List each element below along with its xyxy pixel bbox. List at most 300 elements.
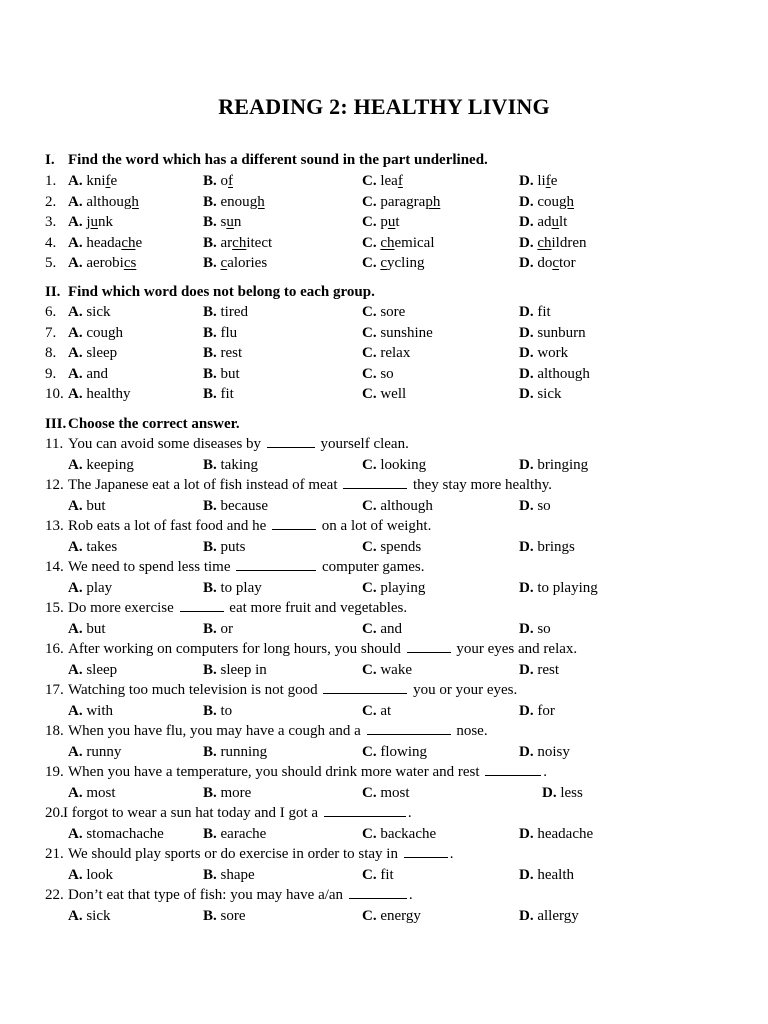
option-letter: B. bbox=[203, 304, 217, 320]
option-b bbox=[203, 302, 248, 322]
option-text: sleep bbox=[86, 345, 118, 361]
option-letter: B. bbox=[203, 702, 217, 719]
question-number: 19. bbox=[45, 764, 64, 780]
underlined-part: c bbox=[552, 255, 560, 271]
underlined-part: f bbox=[105, 173, 111, 189]
option-text: sore bbox=[380, 304, 406, 320]
word-part: o bbox=[220, 173, 229, 189]
question-number: 9. bbox=[45, 365, 57, 382]
word-part: lea bbox=[380, 173, 398, 189]
option-text: look bbox=[86, 866, 114, 883]
option-text: flowing bbox=[380, 743, 428, 760]
underlined-part: u bbox=[226, 214, 234, 230]
option-d bbox=[519, 619, 551, 639]
word-part: itect bbox=[246, 234, 273, 251]
stem-text: When you have flu, you may have a cough and a bbox=[68, 723, 361, 739]
option-c bbox=[362, 578, 425, 598]
option-d bbox=[519, 233, 587, 253]
option-c bbox=[362, 906, 421, 926]
word-part: ildren bbox=[551, 234, 587, 251]
option-d bbox=[519, 192, 574, 212]
option-letter: A. bbox=[68, 620, 83, 637]
option-letter: A. bbox=[68, 345, 83, 361]
question-stem bbox=[68, 885, 413, 905]
option-text: sore bbox=[220, 907, 246, 924]
option-b bbox=[203, 171, 233, 191]
option-text: fit bbox=[220, 386, 234, 402]
question-stem bbox=[68, 557, 424, 577]
option-text: noisy bbox=[537, 743, 570, 760]
answer-blank bbox=[343, 475, 407, 489]
option-letter: B. bbox=[203, 743, 217, 760]
option-c bbox=[362, 364, 394, 384]
option-letter: D. bbox=[519, 234, 534, 251]
underlined-part: u bbox=[551, 214, 560, 230]
page-title: READING 2: HEALTHY LIVING bbox=[218, 94, 550, 119]
option-letter: A. bbox=[68, 743, 83, 760]
option-letter: B. bbox=[203, 173, 217, 189]
answer-blank bbox=[485, 762, 541, 776]
option-a bbox=[68, 906, 111, 926]
option-text: earache bbox=[220, 825, 267, 842]
option-letter: C. bbox=[362, 365, 377, 382]
option-text: running bbox=[220, 743, 268, 760]
option-text: and bbox=[380, 620, 403, 637]
option-text: but bbox=[86, 620, 106, 637]
option-letter: B. bbox=[203, 345, 217, 361]
word-part: aerobi bbox=[86, 255, 124, 271]
option-letter: D. bbox=[519, 579, 534, 596]
option-text: to bbox=[220, 702, 233, 719]
option-text: rest bbox=[220, 345, 243, 361]
option-letter: D. bbox=[519, 255, 534, 271]
option-c bbox=[362, 253, 425, 273]
option-d bbox=[519, 171, 557, 191]
option-text: fit bbox=[380, 866, 394, 883]
option-text: bringing bbox=[537, 456, 589, 473]
stem-text: . bbox=[449, 846, 454, 862]
option-c bbox=[362, 343, 410, 363]
option-b bbox=[203, 364, 240, 384]
question-number: 1. bbox=[45, 173, 57, 189]
word-part: do bbox=[537, 255, 553, 271]
underlined-part: gh bbox=[559, 193, 575, 210]
option-b bbox=[203, 578, 262, 598]
option-letter: B. bbox=[203, 324, 217, 341]
underlined-part: ch bbox=[121, 234, 136, 251]
question-number: 3. bbox=[45, 214, 57, 230]
option-letter: B. bbox=[203, 234, 217, 251]
underlined-part: gh bbox=[249, 193, 265, 210]
option-b bbox=[203, 824, 266, 844]
option-letter: A. bbox=[68, 304, 83, 320]
option-text: so bbox=[537, 620, 551, 637]
question-number: 10. bbox=[45, 386, 64, 402]
option-text: although bbox=[537, 365, 590, 382]
option-letter: B. bbox=[203, 214, 217, 230]
option-text: sunburn bbox=[537, 324, 586, 341]
word-part: p bbox=[380, 214, 388, 230]
underlined-part: gh bbox=[123, 193, 139, 210]
answer-blank bbox=[407, 639, 451, 653]
option-b bbox=[203, 865, 255, 885]
option-c bbox=[362, 171, 403, 191]
section-instruction: Choose the correct answer. bbox=[68, 416, 240, 432]
option-letter: C. bbox=[362, 345, 377, 361]
stem-text: Do more exercise bbox=[68, 600, 174, 616]
option-a bbox=[68, 323, 123, 343]
option-letter: B. bbox=[203, 386, 217, 402]
option-c bbox=[362, 619, 402, 639]
option-a bbox=[68, 701, 113, 721]
option-text: for bbox=[537, 702, 555, 719]
word-part: alories bbox=[227, 255, 268, 271]
word-part: e bbox=[550, 173, 558, 189]
option-letter: A. bbox=[68, 324, 83, 341]
option-letter: A. bbox=[68, 825, 83, 842]
option-text: cough bbox=[86, 324, 124, 341]
option-text: but bbox=[86, 497, 106, 514]
option-text: most bbox=[86, 784, 116, 801]
question-number: 15. bbox=[45, 600, 64, 616]
word-part: nk bbox=[98, 214, 114, 230]
option-b bbox=[203, 742, 267, 762]
option-letter: C. bbox=[362, 661, 377, 678]
word-part: paragra bbox=[380, 193, 426, 210]
option-a bbox=[68, 192, 139, 212]
stem-text: on a lot of weight. bbox=[321, 518, 432, 534]
option-text: brings bbox=[537, 538, 575, 555]
option-text: healthy bbox=[86, 386, 131, 402]
option-c bbox=[362, 742, 427, 762]
option-letter: A. bbox=[68, 365, 83, 382]
option-c bbox=[362, 323, 433, 343]
option-text: to play bbox=[220, 579, 262, 596]
option-a bbox=[68, 865, 113, 885]
option-letter: D. bbox=[519, 497, 534, 514]
option-text: well bbox=[380, 386, 407, 402]
question-stem bbox=[68, 639, 577, 659]
option-letter: D. bbox=[519, 193, 534, 210]
question-number: 5. bbox=[45, 255, 57, 271]
stem-text: We need to spend less time bbox=[68, 559, 231, 575]
underlined-part: ch bbox=[537, 234, 552, 251]
option-text: so bbox=[380, 365, 394, 382]
option-text: health bbox=[537, 866, 574, 883]
option-letter: C. bbox=[362, 456, 377, 473]
question-stem bbox=[68, 762, 547, 782]
question-stem bbox=[68, 721, 488, 741]
question-stem bbox=[68, 844, 453, 864]
option-letter: A. bbox=[68, 386, 83, 402]
option-a bbox=[68, 455, 134, 475]
question-stem bbox=[68, 475, 552, 495]
option-c bbox=[362, 302, 405, 322]
option-text: at bbox=[380, 702, 392, 719]
underlined-part: f bbox=[228, 173, 234, 189]
answer-blank bbox=[324, 803, 406, 817]
word-part: ycling bbox=[387, 255, 425, 271]
option-letter: B. bbox=[203, 579, 217, 596]
stem-text: nose. bbox=[456, 723, 488, 739]
underlined-part: ch bbox=[232, 234, 247, 251]
section-instruction: Find which word does not belong to each group. bbox=[68, 284, 375, 300]
option-text: headache bbox=[537, 825, 594, 842]
option-c bbox=[362, 233, 435, 253]
option-letter: C. bbox=[362, 324, 377, 341]
option-c bbox=[362, 212, 400, 232]
option-letter: D. bbox=[519, 866, 534, 883]
option-b bbox=[203, 323, 237, 343]
option-text: sunshine bbox=[380, 324, 433, 341]
underlined-part: f bbox=[397, 173, 403, 189]
option-text: or bbox=[220, 620, 234, 637]
word-part: lt bbox=[559, 214, 568, 230]
option-text: work bbox=[537, 345, 569, 361]
option-a bbox=[68, 384, 131, 404]
stem-text: . bbox=[408, 887, 413, 903]
option-text: most bbox=[380, 784, 410, 801]
option-letter: A. bbox=[68, 784, 83, 801]
option-b bbox=[203, 537, 246, 557]
option-letter: C. bbox=[362, 173, 377, 189]
option-c bbox=[362, 455, 426, 475]
option-a bbox=[68, 824, 164, 844]
underlined-part: ch bbox=[380, 234, 395, 251]
option-letter: A. bbox=[68, 497, 83, 514]
question-number: 20. bbox=[45, 805, 64, 821]
option-text: energy bbox=[380, 907, 421, 924]
question-number: 2. bbox=[45, 193, 57, 210]
option-text: shape bbox=[220, 866, 255, 883]
option-text: with bbox=[86, 702, 114, 719]
option-d bbox=[519, 537, 575, 557]
question-stem bbox=[68, 598, 407, 618]
option-a bbox=[68, 742, 121, 762]
option-a bbox=[68, 660, 117, 680]
option-text: looking bbox=[380, 456, 427, 473]
underlined-part: u bbox=[387, 214, 396, 230]
section-number: II. bbox=[45, 284, 61, 300]
word-part: e bbox=[110, 173, 118, 189]
word-part: e bbox=[135, 234, 143, 251]
answer-blank bbox=[272, 516, 316, 530]
stem-text: You can avoid some diseases by bbox=[68, 436, 262, 452]
option-b bbox=[203, 619, 233, 639]
option-d bbox=[519, 906, 579, 926]
option-a bbox=[68, 343, 117, 363]
option-d bbox=[519, 701, 555, 721]
option-text: allergy bbox=[537, 907, 579, 924]
option-text: sick bbox=[86, 907, 111, 924]
option-text: because bbox=[220, 497, 268, 514]
option-text: takes bbox=[86, 538, 118, 555]
answer-blank bbox=[180, 598, 224, 612]
stem-text: When you have a temperature, you should drink more water and rest bbox=[68, 764, 480, 780]
option-a bbox=[68, 783, 116, 803]
option-c bbox=[362, 865, 394, 885]
word-part: emical bbox=[394, 234, 435, 251]
option-c bbox=[362, 783, 410, 803]
answer-blank bbox=[367, 721, 451, 735]
question-number: 4. bbox=[45, 234, 57, 251]
option-letter: D. bbox=[542, 784, 557, 801]
question-stem bbox=[63, 803, 412, 823]
option-letter: B. bbox=[203, 538, 217, 555]
underlined-part: f bbox=[545, 173, 551, 189]
option-letter: C. bbox=[362, 743, 377, 760]
question-stem bbox=[68, 680, 517, 700]
option-c bbox=[362, 537, 421, 557]
option-letter: A. bbox=[68, 255, 83, 271]
option-text: backache bbox=[380, 825, 437, 842]
question-number: 13. bbox=[45, 518, 64, 534]
option-b bbox=[203, 660, 267, 680]
option-c bbox=[362, 660, 412, 680]
underlined-part: c bbox=[220, 255, 228, 271]
option-letter: C. bbox=[362, 579, 377, 596]
option-b bbox=[203, 906, 246, 926]
option-b bbox=[203, 701, 232, 721]
option-b bbox=[203, 343, 242, 363]
option-letter: C. bbox=[362, 304, 377, 320]
option-text: sick bbox=[537, 386, 562, 402]
option-c bbox=[362, 192, 440, 212]
option-letter: D. bbox=[519, 345, 534, 361]
option-letter: D. bbox=[519, 324, 534, 341]
option-letter: D. bbox=[519, 386, 534, 402]
underlined-part: ph bbox=[425, 193, 441, 210]
option-letter: C. bbox=[362, 234, 377, 251]
option-text: less bbox=[560, 784, 583, 801]
option-a bbox=[68, 619, 106, 639]
word-part: tor bbox=[559, 255, 576, 271]
option-d bbox=[519, 742, 570, 762]
option-text: flu bbox=[220, 324, 238, 341]
question-number: 7. bbox=[45, 324, 57, 341]
option-text: spends bbox=[380, 538, 422, 555]
option-letter: A. bbox=[68, 866, 83, 883]
option-text: wake bbox=[380, 661, 412, 678]
word-part: althou bbox=[86, 193, 124, 210]
option-letter: D. bbox=[519, 702, 534, 719]
option-text: and bbox=[86, 365, 109, 382]
question-number: 14. bbox=[45, 559, 64, 575]
option-text: keeping bbox=[86, 456, 134, 473]
stem-text: The Japanese eat a lot of fish instead of meat bbox=[68, 477, 338, 493]
option-d bbox=[519, 384, 562, 404]
question-number: 12. bbox=[45, 477, 64, 493]
option-letter: A. bbox=[68, 234, 83, 251]
option-letter: D. bbox=[519, 825, 534, 842]
option-text: playing bbox=[380, 579, 426, 596]
stem-text: your eyes and relax. bbox=[456, 641, 578, 657]
word-part: heada bbox=[86, 234, 122, 251]
option-text: rest bbox=[537, 661, 560, 678]
word-part: cou bbox=[537, 193, 560, 210]
option-letter: C. bbox=[362, 497, 377, 514]
stem-text: . bbox=[543, 764, 548, 780]
option-letter: C. bbox=[362, 538, 377, 555]
option-letter: D. bbox=[519, 538, 534, 555]
question-number: 17. bbox=[45, 682, 64, 698]
option-letter: B. bbox=[203, 784, 217, 801]
option-b bbox=[203, 212, 241, 232]
option-letter: B. bbox=[203, 365, 217, 382]
option-letter: C. bbox=[362, 193, 377, 210]
option-text: sick bbox=[86, 304, 111, 320]
question-number: 11. bbox=[45, 436, 64, 452]
option-letter: C. bbox=[362, 702, 377, 719]
option-text: to playing bbox=[537, 579, 598, 596]
option-d bbox=[519, 496, 551, 516]
option-letter: C. bbox=[362, 386, 377, 402]
option-d bbox=[519, 364, 590, 384]
option-b bbox=[203, 783, 251, 803]
stem-text: After working on computers for long hours, you should bbox=[68, 641, 401, 657]
option-c bbox=[362, 824, 436, 844]
option-a bbox=[68, 171, 117, 191]
word-part: t bbox=[395, 214, 400, 230]
option-letter: A. bbox=[68, 661, 83, 678]
section-number: I. bbox=[45, 152, 55, 168]
word-part: kni bbox=[86, 173, 106, 189]
option-letter: C. bbox=[362, 214, 377, 230]
option-text: puts bbox=[220, 538, 246, 555]
word-part: li bbox=[537, 173, 546, 189]
option-letter: B. bbox=[203, 620, 217, 637]
option-letter: B. bbox=[203, 255, 217, 271]
option-b bbox=[203, 455, 258, 475]
option-d bbox=[519, 865, 574, 885]
option-b bbox=[203, 253, 267, 273]
word-part: j bbox=[86, 214, 91, 230]
option-letter: D. bbox=[519, 214, 534, 230]
option-letter: D. bbox=[519, 620, 534, 637]
option-d bbox=[519, 660, 559, 680]
option-d bbox=[542, 783, 583, 803]
option-letter: A. bbox=[68, 538, 83, 555]
answer-blank bbox=[349, 885, 407, 899]
option-letter: D. bbox=[519, 907, 534, 924]
option-text: relax bbox=[380, 345, 411, 361]
option-letter: D. bbox=[519, 365, 534, 382]
stem-text: computer games. bbox=[322, 559, 425, 575]
option-letter: A. bbox=[68, 907, 83, 924]
option-d bbox=[519, 455, 588, 475]
stem-text: I forgot to wear a sun hat today and I got a bbox=[63, 805, 319, 821]
option-letter: A. bbox=[68, 193, 83, 210]
option-a bbox=[68, 364, 108, 384]
option-c bbox=[362, 496, 433, 516]
word-part: s bbox=[220, 214, 227, 230]
question-number: 8. bbox=[45, 345, 57, 361]
stem-text: Rob eats a lot of fast food and he bbox=[68, 518, 267, 534]
option-a bbox=[68, 233, 142, 253]
underlined-part: u bbox=[90, 214, 99, 230]
question-number: 16. bbox=[45, 641, 64, 657]
stem-text: Watching too much television is not good bbox=[68, 682, 318, 698]
option-text: so bbox=[537, 497, 551, 514]
option-letter: B. bbox=[203, 193, 217, 210]
answer-blank bbox=[236, 557, 316, 571]
option-b bbox=[203, 496, 268, 516]
option-b bbox=[203, 192, 265, 212]
option-c bbox=[362, 701, 391, 721]
question-number: 22. bbox=[45, 887, 64, 903]
option-letter: A. bbox=[68, 702, 83, 719]
underlined-part: cs bbox=[123, 255, 137, 271]
